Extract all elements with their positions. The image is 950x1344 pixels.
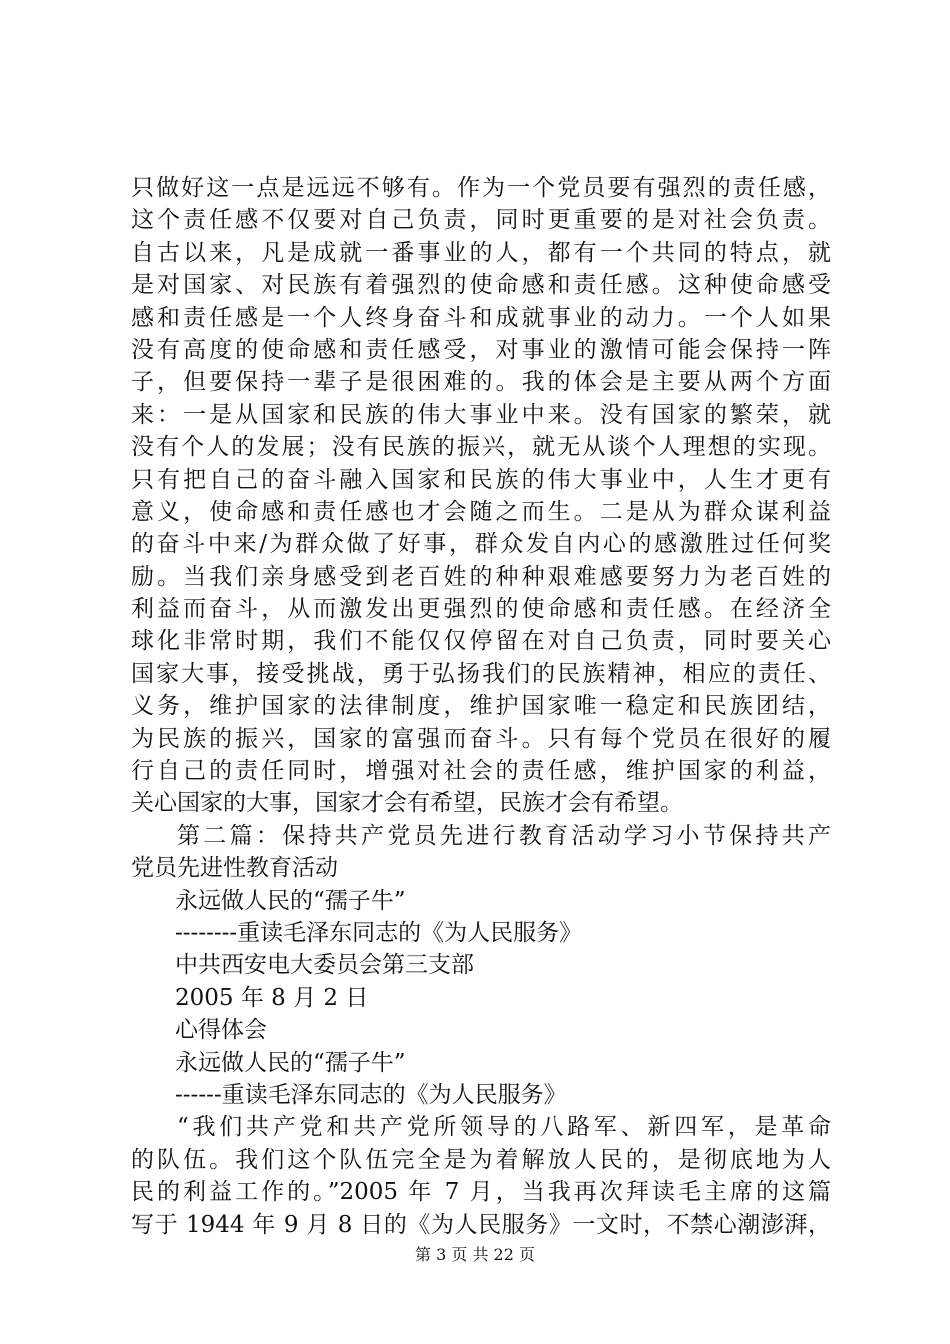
essay-title: 永远做人民的“孺子牛” <box>175 887 406 914</box>
text-line: “我们共产党和共产党所领导的八路军、新四军，是革命 <box>177 1114 831 1141</box>
essay-date: 2005 年 8 月 2 日 <box>175 984 369 1011</box>
text-line: 的奋斗中来/为群众做了好事，群众发自内心的感激胜过任何奖 <box>131 531 831 558</box>
text-line: 自古以来，凡是成就一番事业的人，都有一个共同的特点，就 <box>131 239 831 266</box>
text-line: 意义，使命感和责任感也才会随之而生。二是从为群众谋利益 <box>131 498 831 525</box>
text-line: 关心国家的大事，国家才会有希望，民族才会有希望。 <box>131 790 683 817</box>
text-line: 没有个人的发展；没有民族的振兴，就无从谈个人理想的实现。 <box>131 434 831 461</box>
essay-category: 心得体会 <box>175 1017 267 1044</box>
essay-title-repeat: 永远做人民的“孺子牛” <box>175 1049 406 1076</box>
text-line: 球化非常时期，我们不能仅仅停留在对自己负责，同时要关心 <box>131 628 831 655</box>
text-line: 是对国家、对民族有着强烈的使命感和责任感。这种使命感受 <box>131 272 831 299</box>
text-line: 义务，维护国家的法律制度，维护国家唯一稳定和民族团结， <box>131 693 831 720</box>
text-line: 子，但要保持一辈子是很困难的。我的体会是主要从两个方面 <box>131 369 831 396</box>
text-line: 的队伍。我们这个队伍完全是为着解放人民的，是彻底地为人 <box>131 1146 831 1173</box>
text-line: 这个责任感不仅要对自己负责，同时更重要的是对社会负责。 <box>131 207 831 234</box>
essay-subtitle-repeat: ------重读毛泽东同志的《为人民服务》 <box>175 1081 567 1108</box>
text-line: 民的利益工作的。”2005 年 7 月，当我再次拜读毛主席的这篇 <box>131 1179 831 1206</box>
text-line: 没有高度的使命感和责任感受，对事业的激情可能会保持一阵 <box>131 336 831 363</box>
text-line: 利益而奋斗，从而激发出更强烈的使命感和责任感。在经济全 <box>131 596 831 623</box>
section-heading: 第二篇：保持共产党员先进行教育活动学习小节保持共产 <box>177 822 831 849</box>
text-line: 国家大事，接受挑战，勇于弘扬我们的民族精神，相应的责任、 <box>131 660 831 687</box>
document-body <box>131 172 831 1241</box>
page-footer: 第 3 页 共 22 页 <box>415 1245 535 1264</box>
text-line: 感和责任感是一个人终身奋斗和成就事业的动力。一个人如果 <box>131 304 831 331</box>
text-line: 只做好这一点是远远不够有。作为一个党员要有强烈的责任感， <box>131 175 831 201</box>
text-line: 行自己的责任同时，增强对社会的责任感，维护国家的利益， <box>131 758 831 785</box>
essay-subtitle: --------重读毛泽东同志的《为人民服务》 <box>175 919 583 946</box>
section-heading-continued: 党员先进性教育活动 <box>131 855 338 882</box>
text-line: 励。当我们亲身感受到老百姓的种种艰难感要努力为老百姓的 <box>131 563 831 590</box>
author-organization: 中共西安电大委员会第三支部 <box>175 952 474 979</box>
text-line: 只有把自己的奋斗融入国家和民族的伟大事业中，人生才更有 <box>131 466 831 493</box>
text-line: 写于 1944 年 9 月 8 日的《为人民服务》一文时，不禁心潮澎湃， <box>131 1211 831 1238</box>
text-line: 来：一是从国家和民族的伟大事业中来。没有国家的繁荣，就 <box>131 401 831 428</box>
text-line: 为民族的振兴，国家的富强而奋斗。只有每个党员在很好的履 <box>131 725 831 752</box>
